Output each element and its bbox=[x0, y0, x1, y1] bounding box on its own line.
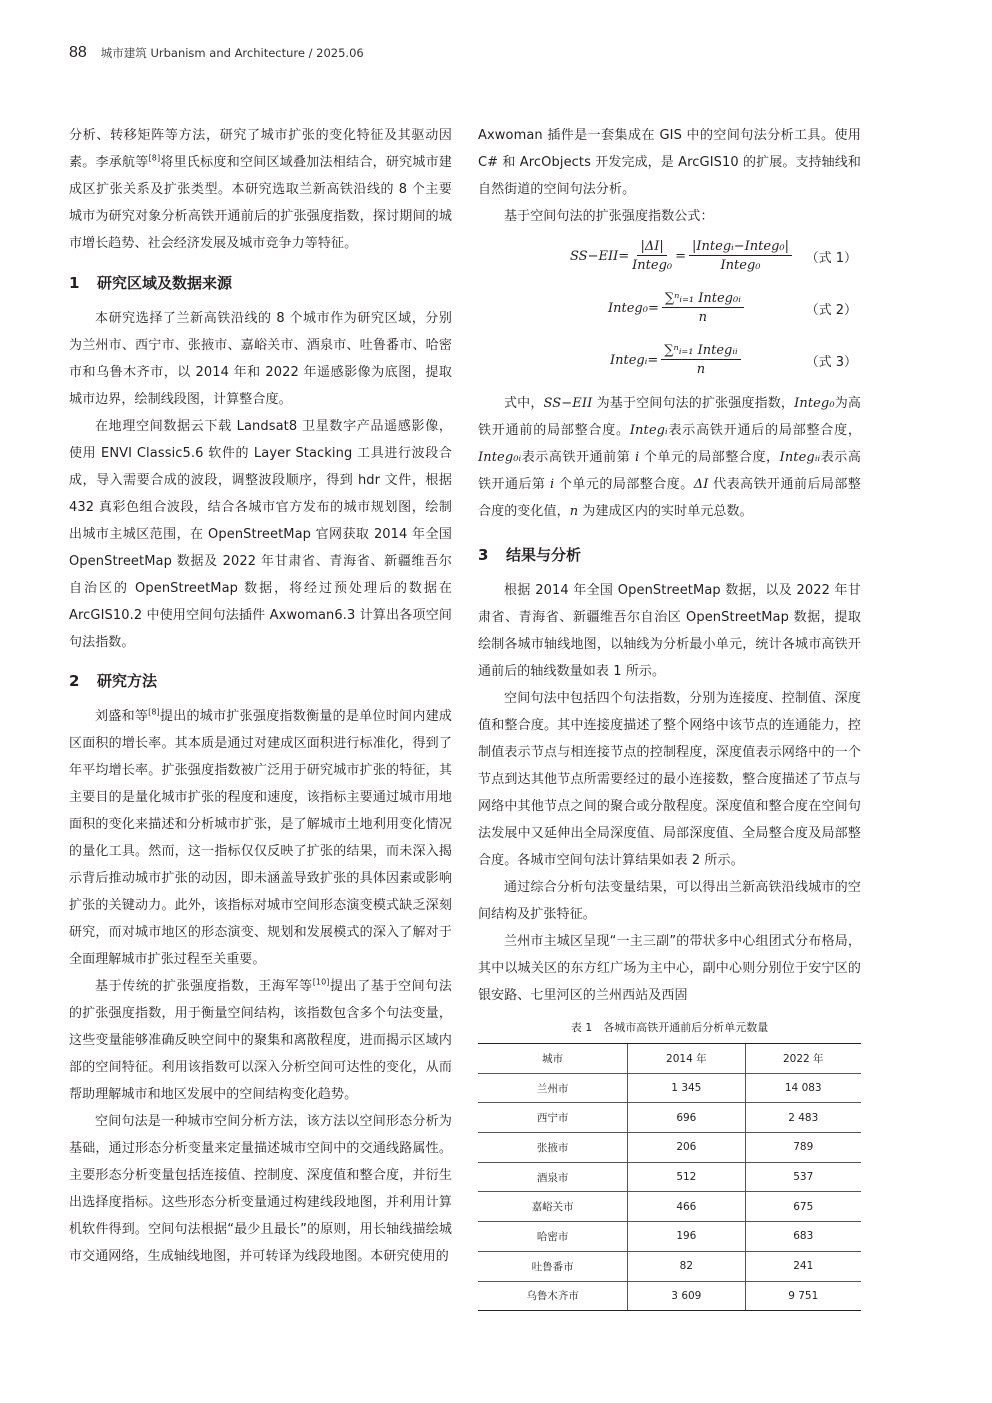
table-cell: 14 083 bbox=[745, 1073, 861, 1103]
math-symbol: SS−EII bbox=[543, 396, 593, 411]
numerator: |Integᵢ−Integ₀| bbox=[689, 239, 792, 256]
left-column bbox=[69, 122, 452, 1270]
section-title: 研究区域及数据来源 bbox=[97, 274, 233, 292]
paragraph: 本研究选择了兰新高铁沿线的 8 个城市作为研究区域，分别为兰州市、西宁市、张掖市、嘉峪关市、酒泉市、吐鲁番市、哈密市和乌鲁木齐市，以 2014 年和 2022 年遥感影像为底图，提取城市边界，绘制线段图，计算整合度。 bbox=[69, 311, 452, 407]
data-table bbox=[478, 1043, 861, 1311]
math-symbol: Integ₀ᵢ bbox=[478, 450, 522, 465]
math-symbol: Integ₀ bbox=[794, 396, 835, 411]
column-header: 2014 年 bbox=[628, 1044, 745, 1074]
table-cell: 206 bbox=[628, 1133, 745, 1163]
equation-lhs: SS−EII= bbox=[570, 248, 630, 264]
table-row bbox=[478, 1073, 861, 1103]
paragraph: Axwoman 插件是一套集成在 GIS 中的空间句法分析工具。使用 C# 和 ArcObjects 开发完成，是 ArcGIS10 的扩展。支持轴线和自然街道的空间句法分析。 bbox=[478, 128, 861, 197]
text-run: 刘盛和等 bbox=[95, 709, 149, 724]
table-cell: 3 609 bbox=[628, 1281, 745, 1311]
paragraph: 兰州市主城区呈现“一主三副”的带状多中心组团式分布格局，其中以城关区的东方红广场为主中心，副中心则分别位于安宁区的银安路、七里河区的兰州西站及西固 bbox=[478, 934, 861, 1003]
text-run: 将里氏标度和空间区域叠加法相结合，研究城市建成区扩张关系及扩张类型。本研究选取兰新高铁沿线的 8 个主要城市为研究对象分析高铁开通前后的扩张强度指数，探讨期间的城市增长趋势、社会经济发展及城市竞争力等特征。 bbox=[69, 155, 452, 251]
paragraph bbox=[69, 122, 452, 257]
table-cell: 张掖市 bbox=[478, 1133, 628, 1163]
equation-body bbox=[610, 343, 744, 377]
text-run: 提出的城市扩张强度指数衡量的是单位时间内建成区面积的增长率。其本质是通过对建成区面积进行标准化，得到了年平均增长率。扩张强度指数被广泛用于研究城市扩张的特征，其主要目的是量化城市扩张的程度和速度，该指标主要通过城市用地面积的变化来描述和分析城市扩张，是了解城市土地利用变化情况的量化工具。然而，这一指标仅仅反映了扩张的结果，而未深入揭示背后推动城市扩张的动因，即未涵盖导致扩张的具体因素或影响扩张的关键动力。此外，该指标对城市空间形态演变模式缺乏深刻研究，而对城市地区的形态演变、规划和发展模式的深入了解对于全面理解城市扩张过程至关重要。 bbox=[69, 709, 453, 967]
paragraph: 通过综合分析句法变量结果，可以得出兰新高铁沿线城市的空间结构及扩张特征。 bbox=[478, 880, 861, 922]
table-cell: 696 bbox=[628, 1103, 745, 1133]
math-symbol: ΔI bbox=[693, 477, 709, 492]
math-symbol: i bbox=[634, 450, 640, 465]
table-cell: 哈密市 bbox=[478, 1222, 628, 1252]
column-header: 2022 年 bbox=[745, 1044, 861, 1074]
denominator: n bbox=[696, 362, 706, 377]
column-header: 城市 bbox=[478, 1044, 628, 1074]
section-number: 2 bbox=[69, 672, 80, 690]
text-run: 基于传统的扩张强度指数，王海军等 bbox=[95, 979, 313, 994]
table-row bbox=[478, 1222, 861, 1252]
table-cell: 196 bbox=[628, 1222, 745, 1252]
paragraph bbox=[69, 703, 452, 973]
table-cell: 789 bbox=[745, 1133, 861, 1163]
table-row bbox=[478, 1281, 861, 1311]
table-cell: 西宁市 bbox=[478, 1103, 628, 1133]
table-cell: 82 bbox=[628, 1251, 745, 1281]
table-caption: 表 1 各城市高铁开通前后分析单元数量 bbox=[570, 1021, 769, 1034]
table-header-row bbox=[478, 1044, 861, 1074]
table-cell: 466 bbox=[628, 1192, 745, 1222]
numerator: ∑ⁿᵢ₌₁ Integᵢᵢ bbox=[661, 343, 740, 360]
fraction bbox=[661, 343, 740, 377]
journal-title: 城市建筑 Urbanism and Architecture / 2025.06 bbox=[100, 46, 364, 60]
section-title: 研究方法 bbox=[97, 672, 158, 690]
table-cell: 537 bbox=[745, 1162, 861, 1192]
math-symbol: Integᵢ bbox=[629, 423, 668, 438]
equation-label: （式 1） bbox=[805, 250, 857, 266]
text-run: 分析、转移矩阵等方法，研究了城市扩张的变化特征及其驱动因素。李承航等 bbox=[69, 128, 452, 170]
table-row bbox=[478, 1133, 861, 1163]
table-cell: 吐鲁番市 bbox=[478, 1251, 628, 1281]
equation-3 bbox=[478, 334, 861, 386]
equation-1 bbox=[478, 230, 861, 282]
paragraph: 式中，SS−EII 为基于空间句法的扩张强度指数，Integ₀为高铁开通前的局部整合度。Integᵢ表示高铁开通后的局部整合度，Integ₀ᵢ表示高铁开通前第 i 个单元的局部整合度，Integᵢᵢ表示高铁开通后第 i 个单元的局部整合度。ΔI 代表高铁开通前后局部整合度的变化值，n 为建成区内的实时单元总数。 bbox=[478, 396, 862, 519]
equation-lhs: Integ₀= bbox=[608, 300, 659, 316]
table-cell: 酒泉市 bbox=[478, 1162, 628, 1192]
table-row bbox=[478, 1192, 861, 1222]
numerator: |ΔI| bbox=[637, 239, 666, 256]
denominator: n bbox=[698, 310, 708, 325]
table-cell: 嘉峪关市 bbox=[478, 1192, 628, 1222]
citation: [10] bbox=[312, 977, 330, 987]
page-header bbox=[69, 44, 364, 62]
paragraph: 空间句法是一种城市空间分析方法，该方法以空间形态分析为基础，通过形态分析变量来定量描述城市空间中的交通线路属性。主要形态分析变量包括连接值、控制度、深度值和整合度，并衍生出选择度指标。这些形态分析变量通过构建线段地图，并利用计算机软件得到。空间句法根据“最少且最长”的原则，用长轴线描绘城市交通网络，生成轴线地图，并可转译为线段地图。本研究使用的 bbox=[69, 1114, 452, 1264]
fraction bbox=[632, 239, 672, 273]
citation: [8] bbox=[148, 707, 160, 717]
section-heading bbox=[478, 543, 861, 567]
paragraph: 基于空间句法的扩张强度指数公式： bbox=[504, 209, 714, 224]
paragraph bbox=[69, 973, 452, 1108]
equation-2 bbox=[478, 282, 861, 334]
table-cell: 675 bbox=[745, 1192, 861, 1222]
citation: [8] bbox=[148, 153, 161, 163]
equation-body: SS−EII= $\frac{|\Delta I|}{\text{Integ₀}}$ = $\frac{\text{|Integᵢ−Integ₀|}}{\text{Integ₀}}$ bbox=[570, 239, 795, 273]
section-number: 3 bbox=[478, 546, 489, 564]
section-heading bbox=[69, 669, 452, 693]
table-row bbox=[478, 1162, 861, 1192]
equation-label: （式 3） bbox=[805, 354, 857, 370]
table-cell: 兰州市 bbox=[478, 1073, 628, 1103]
table-cell: 9 751 bbox=[745, 1281, 861, 1311]
denominator: Integ₀ bbox=[632, 258, 673, 273]
section-number: 1 bbox=[69, 274, 80, 292]
table-cell: 683 bbox=[745, 1222, 861, 1252]
paragraph: 在地理空间数据云下载 Landsat8 卫星数字产品遥感影像，使用 ENVI Classic5.6 软件的 Layer Stacking 工具进行波段合成，导入需要合成的波段，调整波段顺序，得到 hdr 文件，根据 432 真彩色组合波段，结合各城市官方发布的城市规划图，绘制出城市主城区范围，在 OpenStreetMap 官网获取 2014 年全国 OpenStreetMap 数据及 2022 年甘肃省、青海省、新疆维吾尔自治区的 OpenStreetMap 数据，将经过预处理后的数据在 ArcGIS10.2 中使用空间句法插件 Axwoman6.3 计算出各项空间句法指数。 bbox=[69, 419, 452, 650]
table-row bbox=[478, 1103, 861, 1133]
equation-label: （式 2） bbox=[805, 302, 857, 318]
section-heading bbox=[69, 271, 452, 295]
fraction bbox=[662, 291, 744, 325]
paragraph: 根据 2014 年全国 OpenStreetMap 数据，以及 2022 年甘肃省、青海省、新疆维吾尔自治区 OpenStreetMap 数据，提取绘制各城市轴线地图，以轴线为分析最小单元，统计各城市高铁开通前后的轴线数量如表 1 所示。 bbox=[478, 583, 861, 679]
denominator: Integ₀ bbox=[720, 258, 761, 273]
paragraph: 空间句法中包括四个句法指数，分别为连接度、控制值、深度值和整合度。其中连接度描述了整个网络中该节点的连通能力，控制值表示节点与相连接节点的控制程度，深度值表示网络中的一个节点到达其他节点所需要经过的最小连接数，整合度描述了节点与网络中其他节点之间的聚合或分散程度。深度值和整合度在空间句法发展中又延伸出全局深度值、局部深度值、全局整合度及局部整合度。各城市空间句法计算结果如表 2 所示。 bbox=[478, 691, 861, 868]
page-number: 88 bbox=[69, 44, 87, 61]
math-symbol: n bbox=[569, 504, 579, 519]
section-title: 结果与分析 bbox=[506, 546, 582, 564]
table-cell: 241 bbox=[745, 1251, 861, 1281]
math-symbol: i bbox=[550, 477, 555, 492]
table-row bbox=[478, 1251, 861, 1281]
math-symbol: Integᵢᵢ bbox=[779, 450, 821, 465]
table-cell: 1 345 bbox=[628, 1073, 745, 1103]
table-cell: 2 483 bbox=[745, 1103, 861, 1133]
table-cell: 512 bbox=[628, 1162, 745, 1192]
equation-lhs: Integᵢ= bbox=[610, 352, 659, 368]
numerator: ∑ⁿᵢ₌₁ Integ₀ᵢ bbox=[662, 291, 744, 308]
equation-body bbox=[608, 291, 747, 325]
table-cell: 乌鲁木齐市 bbox=[478, 1281, 628, 1311]
fraction bbox=[689, 239, 792, 273]
right-column bbox=[478, 122, 861, 1311]
text-run: 提出了基于空间句法的扩张强度指数，用于衡量空间结构，该指数包含多个句法变量，这些变量能够准确反映空间中的聚集和离散程度，进而揭示区域内部的空间特征。利用该指数可以深入分析空间可达性的变化，从而帮助理解城市和地区发展中的空间结构变化趋势。 bbox=[69, 979, 452, 1102]
